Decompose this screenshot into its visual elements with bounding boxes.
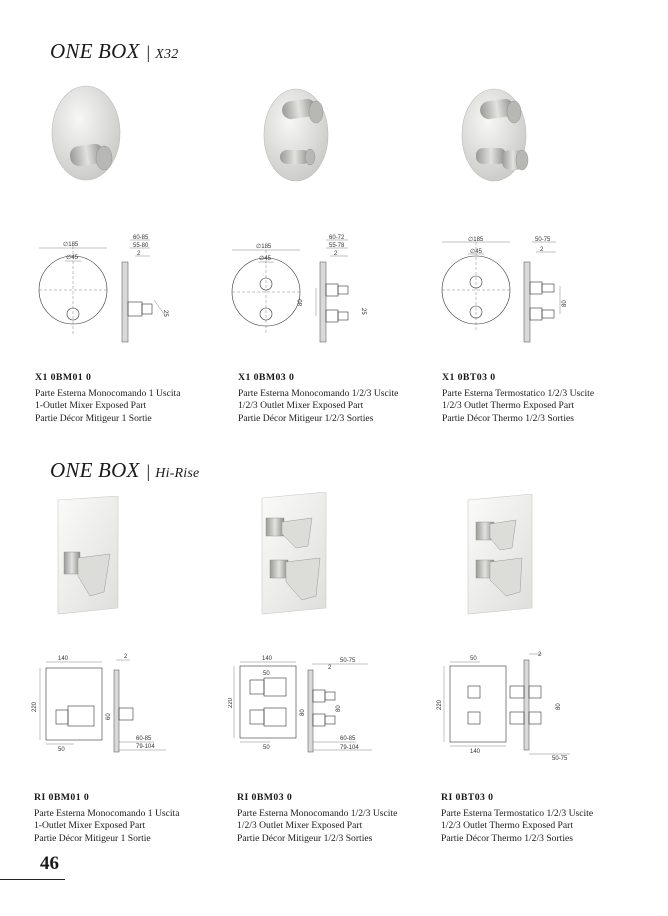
brand-name: ONE BOX	[50, 39, 140, 63]
description-it: Parte Esterna Monocomando 1/2/3 Uscite	[238, 388, 399, 400]
product-description	[34, 792, 179, 845]
description-fr: Partie Décor Thermo 1/2/3 Sorties	[442, 412, 574, 424]
product-render-ri-0bm01	[48, 496, 128, 618]
description-fr: Partie Décor Mitigeur 1/2/3 Sorties	[237, 832, 373, 844]
dim-wall: 2	[124, 654, 128, 660]
dim-depth: 50-75	[552, 756, 568, 760]
technical-drawing-ri-0bm03	[228, 650, 378, 760]
technical-drawing-ri-0bm01	[26, 650, 176, 760]
product-description	[238, 372, 398, 425]
brand-name: ONE BOX	[50, 458, 140, 482]
technical-drawing-ri-0bt03	[430, 650, 580, 760]
dim-spacing: 80	[298, 299, 304, 306]
description-it: Parte Esterna Monocomando 1 Uscita	[35, 388, 181, 400]
dim-inner: ∅45	[470, 249, 482, 255]
description-en: 1/2/3 Outlet Mixer Exposed Part	[238, 400, 364, 412]
technical-drawing-x1-0bm01	[30, 232, 180, 347]
technical-drawing-x1-0bt03	[436, 232, 586, 347]
description-en: 1/2/3 Outlet Thermo Exposed Part	[442, 400, 574, 412]
dim-spacing: 60	[106, 713, 112, 720]
description-it: Parte Esterna Monocomando 1 Uscita	[34, 808, 180, 820]
dim-height: 220	[32, 701, 38, 712]
dim-offset-bottom: 50	[263, 745, 270, 751]
product-render-ri-0bm03	[256, 492, 336, 618]
dim-wall: 2	[538, 652, 542, 658]
dim-spacing: 80	[556, 703, 562, 710]
dim-spacing-a: 80	[300, 709, 306, 716]
dim-angle: 25	[360, 308, 366, 315]
dim-diameter: ∅185	[468, 237, 484, 243]
dim-wall: 2	[328, 665, 332, 671]
dim-depth-a: 60-85	[340, 736, 356, 742]
product-render-x1-0bm01	[40, 78, 140, 198]
dim-inner: ∅45	[259, 256, 271, 262]
dim-height: 220	[437, 699, 443, 710]
title-separator: |	[146, 42, 151, 62]
description-fr: Partie Décor Thermo 1/2/3 Sorties	[441, 832, 573, 844]
dim-diameter: ∅185	[63, 242, 79, 248]
dim-spacing: 80	[562, 300, 568, 307]
product-code: X1 0BT03 0	[442, 372, 496, 383]
description-it: Parte Esterna Monocomando 1/2/3 Uscite	[237, 808, 398, 820]
dim-angle: 25	[162, 310, 168, 317]
dim-depth-b: 79-104	[136, 744, 155, 750]
product-description	[35, 372, 180, 425]
dim-height: 220	[228, 697, 234, 708]
dim-wall: 2	[137, 251, 141, 257]
description-it: Parte Esterna Termostatico 1/2/3 Uscite	[441, 808, 594, 820]
section-title-x32	[50, 39, 178, 64]
product-description	[442, 372, 594, 425]
description-fr: Partie Décor Mitigeur 1/2/3 Sorties	[238, 412, 374, 424]
dim-width: 140	[470, 749, 481, 755]
dim-width: 140	[262, 656, 273, 662]
dim-depth-a: 60-85	[133, 235, 149, 241]
description-en: 1/2/3 Outlet Mixer Exposed Part	[237, 820, 363, 832]
model-name: Hi-Rise	[155, 466, 200, 481]
product-description	[237, 792, 397, 845]
dim-width: 140	[58, 656, 69, 662]
title-separator: |	[146, 461, 151, 481]
dim-depth-b: 55-78	[329, 243, 345, 249]
product-code: X1 0BM01 0	[35, 372, 92, 383]
dim-spacing-b: 80	[336, 705, 342, 712]
page-number: 46	[40, 853, 59, 874]
dim-depth-a: 60-85	[136, 736, 152, 742]
product-render-x1-0bt03	[452, 80, 542, 200]
description-it: Parte Esterna Termostatico 1/2/3 Uscite	[442, 388, 595, 400]
product-description	[441, 792, 593, 845]
page-number-rule	[0, 879, 65, 880]
product-render-x1-0bm03	[254, 80, 344, 200]
dim-wall: 2	[540, 247, 544, 253]
model-name: X32	[155, 47, 179, 62]
description-en: 1-Outlet Mixer Exposed Part	[35, 400, 147, 412]
dim-depth-b: 55-80	[133, 243, 149, 249]
dim-diameter: ∅185	[256, 244, 272, 250]
dim-depth-top: 50-75	[340, 658, 356, 664]
technical-drawing-x1-0bm03	[230, 232, 380, 347]
product-code: X1 0BM03 0	[238, 372, 295, 383]
dim-wall: 2	[334, 251, 338, 257]
description-en: 1/2/3 Outlet Thermo Exposed Part	[441, 820, 573, 832]
product-code: RI 0BM03 0	[237, 792, 293, 803]
dim-offset: 50	[470, 656, 477, 662]
description-en: 1-Outlet Mixer Exposed Part	[34, 820, 146, 832]
product-render-ri-0bt03	[462, 494, 542, 618]
description-fr: Partie Décor Mitigeur 1 Sortie	[34, 832, 151, 844]
dim-offset: 50	[58, 747, 65, 753]
dim-depth-a: 60-72	[329, 235, 345, 241]
product-code: RI 0BM01 0	[34, 792, 90, 803]
dim-offset-top: 50	[263, 671, 270, 677]
product-code: RI 0BT03 0	[441, 792, 494, 803]
dim-depth-b: 79-104	[340, 745, 359, 751]
description-fr: Partie Décor Mitigeur 1 Sortie	[35, 412, 152, 424]
dim-inner: ∅45	[66, 255, 78, 261]
dim-depth-a: 50-75	[535, 237, 551, 243]
section-title-hi-rise	[50, 458, 199, 483]
